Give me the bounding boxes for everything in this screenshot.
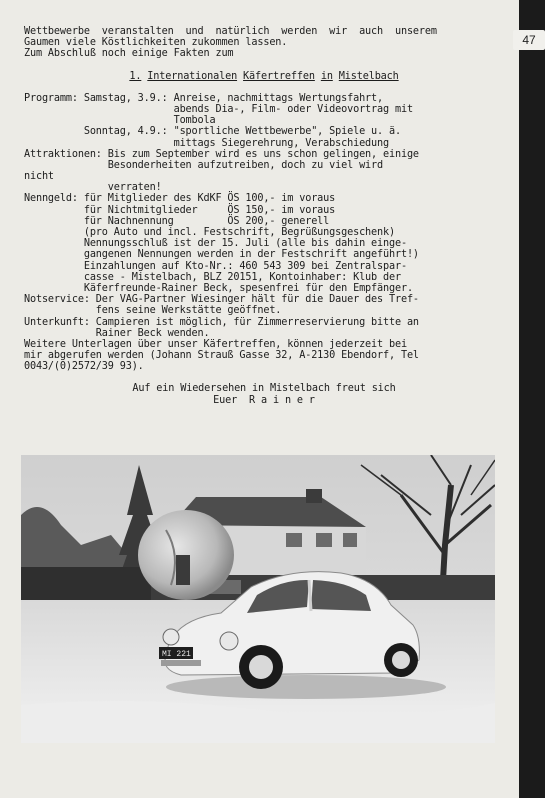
weitere-paragraph — [24, 339, 504, 373]
text-line: fens seine Werkstätte geöffnet. — [24, 305, 282, 317]
text-line: verraten! — [24, 182, 162, 194]
text-line: nicht — [24, 171, 54, 183]
svg-text:MI 221: MI 221 — [162, 650, 191, 659]
text-line: gangenen Nennungen werden in der Festschrift angeführt!) — [24, 249, 419, 261]
text-line: Euer R a i n e r — [213, 394, 315, 406]
text-line: mir abgerufen werden (Johann Strauß Gasse 32, A-2130 Ebendorf, Tel — [24, 350, 419, 362]
unterkunft-section — [24, 317, 504, 339]
text-line: Weitere Unterlagen über unser Käfertreffen, können jederzeit bei — [24, 338, 407, 350]
event-heading: 1. Internationalen Käfertreffen in Mistelbach — [129, 70, 399, 82]
text-line: Nenngeld: für Mitglieder des KdKF ÖS 100,- im voraus — [24, 193, 336, 205]
text-line: Rainer Beck wenden. — [24, 327, 210, 339]
nenngeld-section — [24, 193, 504, 294]
page-edge — [519, 0, 545, 798]
text-line: Wettbewerbe veranstalten und natürlich werden wir auch unserem — [24, 26, 437, 37]
text-line: Notservice: Der VAG-Partner Wiesinger hält für die Dauer des Tref- — [24, 294, 419, 306]
text-line: 0043/(0)2572/39 93). — [24, 361, 144, 373]
text-line: für Nichtmitglieder ÖS 150,- im voraus — [24, 204, 336, 216]
text-line: Unterkunft: Campieren ist möglich, für Zimmerreservierung bitte an — [24, 316, 419, 328]
text-line: (pro Auto und incl. Festschrift, Begrüßungsgeschenk) — [24, 227, 395, 238]
photo-vw-beetle-snow — [21, 455, 495, 743]
text-line: abends Dia-, Film- oder Videovortrag mit — [24, 103, 413, 115]
programm-section — [24, 93, 504, 149]
text-line: Käferfreunde-Rainer Beck, spesenfrei für den Empfänger. — [24, 282, 413, 294]
text-line: Besonderheiten aufzutreiben, doch zu viel wird — [24, 159, 384, 171]
text-line: für Nachnennung ÖS 200,- generell — [24, 215, 330, 227]
intro-paragraph — [24, 26, 504, 60]
text-line: Sonntag, 4.9.: "sportliche Wettbewerbe", Spiele u. ä. — [24, 126, 401, 138]
text-line: Attraktionen: Bis zum September wird es uns schon gelingen, einige — [24, 148, 419, 160]
text-line: Nennungsschluß ist der 15. Juli (alle bis dahin einge- — [24, 238, 407, 250]
text-line: Tombola — [24, 115, 216, 127]
text-line: mittags Siegerehrung, Verabschiedung — [24, 137, 389, 149]
notservice-section — [24, 294, 504, 316]
closing-signature — [24, 383, 504, 405]
text-line: Programm: Samstag, 3.9.: Anreise, nachmittags Wertungsfahrt, — [24, 92, 384, 104]
article-text — [24, 26, 504, 406]
page-number: 47 — [513, 30, 545, 50]
attraktionen-section — [24, 149, 504, 194]
text-line: Zum Abschluß noch einige Fakten zum — [24, 48, 234, 60]
text-line: casse - Mistelbach, BLZ 20151, Kontoinhaber: Klub der — [24, 271, 401, 283]
text-line: Einzahlungen auf Kto-Nr.: 460 543 309 bei Zentralspar- — [24, 260, 407, 272]
text-line: Auf ein Wiedersehen in Mistelbach freut sich — [132, 383, 396, 395]
text-line: Gaumen viele Köstlichkeiten zukommen lassen. — [24, 37, 288, 49]
